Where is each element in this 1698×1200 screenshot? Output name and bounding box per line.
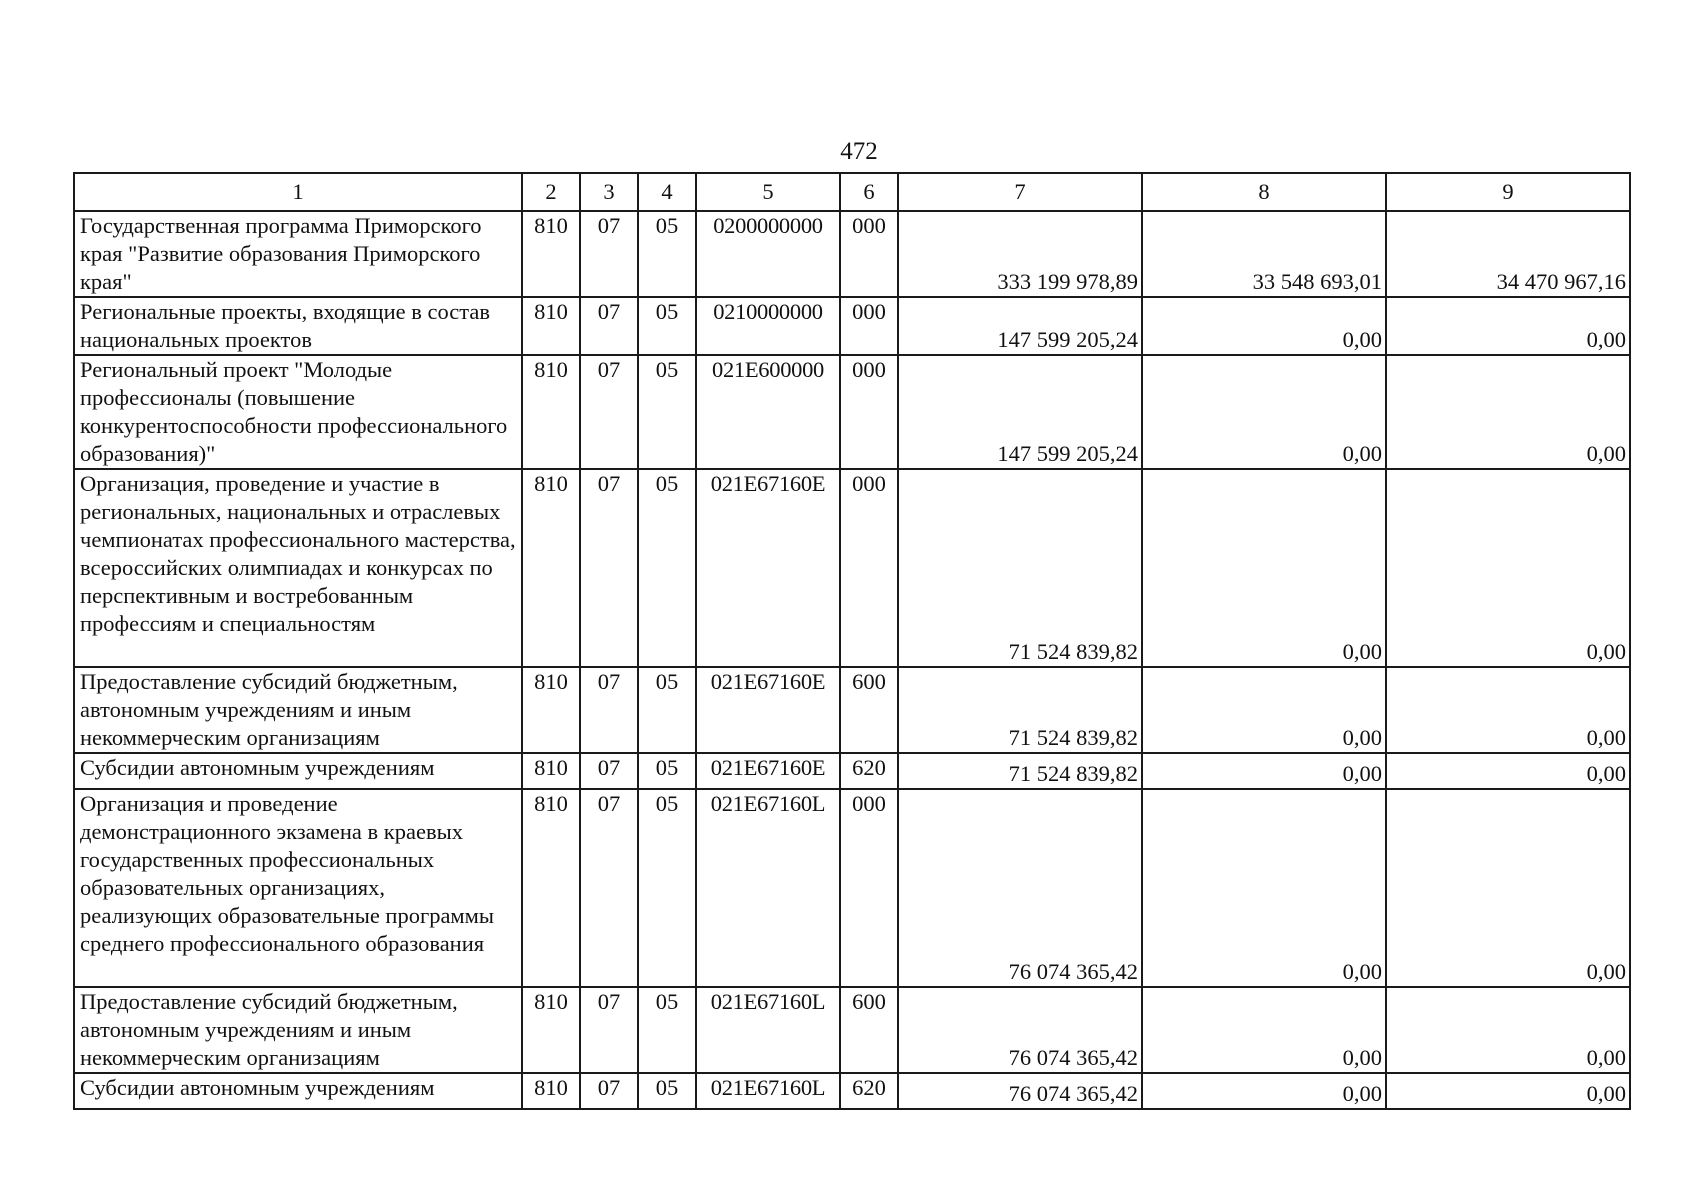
- section-code: 07: [580, 469, 638, 667]
- section-code: 07: [580, 211, 638, 297]
- subsection-code: 05: [638, 753, 696, 789]
- target-article-code: 0200000000: [696, 211, 840, 297]
- section-code: 07: [580, 753, 638, 789]
- table-row: [74, 211, 1630, 297]
- subsection-code: 05: [638, 987, 696, 1073]
- section-code: 07: [580, 987, 638, 1073]
- amount-col7: 76 074 365,42: [898, 789, 1142, 987]
- row-name: Организация, проведение и участие в региональных, национальных и отраслевых чемпионатах профессионального мастерства, всероссийских олимпиадах и конкурсах по перспективным и востребованным профессиям и специальностям: [74, 469, 522, 667]
- target-article-code: 021E67160L: [696, 789, 840, 987]
- amount-col8: 0,00: [1142, 1073, 1386, 1109]
- amount-col8: 33 548 693,01: [1142, 211, 1386, 297]
- amount-col7: 333 199 978,89: [898, 211, 1142, 297]
- subsection-code: 05: [638, 355, 696, 469]
- table-row: [74, 789, 1630, 987]
- target-article-code: 021E67160L: [696, 987, 840, 1073]
- section-code: 07: [580, 1073, 638, 1109]
- row-name: Региональный проект "Молодые профессионалы (повышение конкурентоспособности профессионального образования)": [74, 355, 522, 469]
- subsection-code: 05: [638, 1073, 696, 1109]
- target-article-code: 021E600000: [696, 355, 840, 469]
- expense-type-code: 000: [840, 297, 898, 355]
- section-code: 07: [580, 789, 638, 987]
- subsection-code: 05: [638, 469, 696, 667]
- target-article-code: 021E67160L: [696, 1073, 840, 1109]
- table-row: [74, 355, 1630, 469]
- expense-type-code: 600: [840, 667, 898, 753]
- ministry-code: 810: [522, 753, 580, 789]
- expense-type-code: 620: [840, 753, 898, 789]
- table-row: [74, 1073, 1630, 1109]
- target-article-code: 021E67160E: [696, 753, 840, 789]
- ministry-code: 810: [522, 297, 580, 355]
- target-article-code: 0210000000: [696, 297, 840, 355]
- amount-col7: 147 599 205,24: [898, 297, 1142, 355]
- header-row: [74, 173, 1630, 211]
- expense-type-code: 000: [840, 789, 898, 987]
- section-code: 07: [580, 297, 638, 355]
- column-header: 9: [1386, 173, 1630, 211]
- amount-col8: 0,00: [1142, 469, 1386, 667]
- target-article-code: 021E67160E: [696, 667, 840, 753]
- row-name: Государственная программа Приморского края "Развитие образования Приморского края": [74, 211, 522, 297]
- row-name: Предоставление субсидий бюджетным, автономным учреждениям и иным некоммерческим организациям: [74, 987, 522, 1073]
- amount-col9: 34 470 967,16: [1386, 211, 1630, 297]
- amount-col9: 0,00: [1386, 469, 1630, 667]
- section-code: 07: [580, 667, 638, 753]
- amount-col8: 0,00: [1142, 667, 1386, 753]
- ministry-code: 810: [522, 211, 580, 297]
- ministry-code: 810: [522, 1073, 580, 1109]
- target-article-code: 021E67160E: [696, 469, 840, 667]
- ministry-code: 810: [522, 469, 580, 667]
- amount-col7: 71 524 839,82: [898, 667, 1142, 753]
- column-header: 7: [898, 173, 1142, 211]
- column-header: 3: [580, 173, 638, 211]
- amount-col9: 0,00: [1386, 1073, 1630, 1109]
- ministry-code: 810: [522, 987, 580, 1073]
- row-name: Организация и проведение демонстрационного экзамена в краевых государственных профессиональных образовательных организациях, реализующих образовательные программы среднего профессионального образования: [74, 789, 522, 987]
- amount-col8: 0,00: [1142, 789, 1386, 987]
- amount-col8: 0,00: [1142, 297, 1386, 355]
- row-name: Предоставление субсидий бюджетным, автономным учреждениям и иным некоммерческим организациям: [74, 667, 522, 753]
- budget-table: [73, 172, 1631, 1110]
- amount-col8: 0,00: [1142, 987, 1386, 1073]
- ministry-code: 810: [522, 667, 580, 753]
- column-header: 8: [1142, 173, 1386, 211]
- expense-type-code: 000: [840, 355, 898, 469]
- amount-col7: 76 074 365,42: [898, 987, 1142, 1073]
- expense-type-code: 000: [840, 469, 898, 667]
- subsection-code: 05: [638, 789, 696, 987]
- table-row: [74, 667, 1630, 753]
- amount-col7: 71 524 839,82: [898, 753, 1142, 789]
- amount-col8: 0,00: [1142, 355, 1386, 469]
- amount-col9: 0,00: [1386, 753, 1630, 789]
- amount-col7: 71 524 839,82: [898, 469, 1142, 667]
- amount-col9: 0,00: [1386, 355, 1630, 469]
- ministry-code: 810: [522, 355, 580, 469]
- table-row: [74, 469, 1630, 667]
- column-header: 6: [840, 173, 898, 211]
- table-row: [74, 753, 1630, 789]
- expense-type-code: 000: [840, 211, 898, 297]
- section-code: 07: [580, 355, 638, 469]
- row-name: Субсидии автономным учреждениям: [74, 753, 522, 789]
- subsection-code: 05: [638, 297, 696, 355]
- page-number: 472: [840, 138, 878, 165]
- column-header: 4: [638, 173, 696, 211]
- row-name: Субсидии автономным учреждениям: [74, 1073, 522, 1109]
- table-row: [74, 987, 1630, 1073]
- subsection-code: 05: [638, 211, 696, 297]
- expense-type-code: 600: [840, 987, 898, 1073]
- subsection-code: 05: [638, 667, 696, 753]
- amount-col9: 0,00: [1386, 667, 1630, 753]
- amount-col9: 0,00: [1386, 987, 1630, 1073]
- amount-col7: 76 074 365,42: [898, 1073, 1142, 1109]
- column-header: 2: [522, 173, 580, 211]
- expense-type-code: 620: [840, 1073, 898, 1109]
- column-header: 5: [696, 173, 840, 211]
- row-name: Региональные проекты, входящие в состав национальных проектов: [74, 297, 522, 355]
- ministry-code: 810: [522, 789, 580, 987]
- amount-col9: 0,00: [1386, 789, 1630, 987]
- amount-col8: 0,00: [1142, 753, 1386, 789]
- amount-col7: 147 599 205,24: [898, 355, 1142, 469]
- table-row: [74, 297, 1630, 355]
- amount-col9: 0,00: [1386, 297, 1630, 355]
- column-header: 1: [74, 173, 522, 211]
